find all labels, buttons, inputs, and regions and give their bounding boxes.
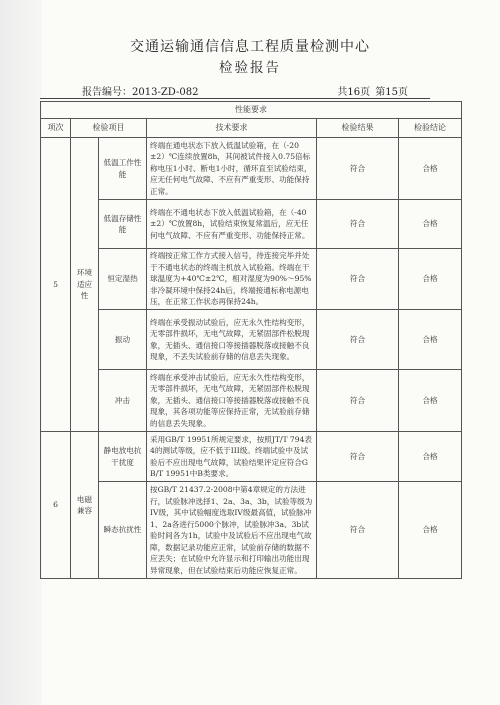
- item-conclusion: 合格: [399, 432, 462, 482]
- col-header-item: 检验项目: [71, 119, 147, 138]
- table-row: [41, 432, 462, 482]
- scan-edge-shadow: [0, 0, 42, 705]
- table-header-row: [41, 119, 462, 138]
- item-name: 瞬态抗扰性: [99, 482, 147, 579]
- item-conclusion: 合格: [399, 138, 462, 200]
- item-result: 符合: [317, 249, 399, 310]
- item-conclusion: 合格: [399, 310, 462, 370]
- item-name: 低温工作性能: [99, 138, 147, 200]
- item-requirement: 按GB/T 21437.2-2008中第4章规定的方法进行，试验脉冲选择1、2a、3a、3b，试验等级为IV级，其中试验幅度选取IV级最高值，试验脉冲1、2a各进行5000个脉冲，试验脉冲3a、3b试验时间各为1h，试验中及试验后不应出现电气故障，数据记录功能应正常，试验前存储的数据不应丢失；在试验中允许显示和打印输出功能出现异常现象，但在试验结束后功能应恢复正常。: [147, 482, 317, 579]
- col-header-index: 项次: [41, 119, 71, 138]
- table-row: [41, 370, 462, 432]
- organization-name: 交通运输通信信息工程质量检测中心: [130, 39, 370, 55]
- item-requirement: 终端在不通电状态下放入低温试验箱，在（-40±2）℃放置8h，试验结束恢复常温后，应无任何电气故障、不应有严重变形、功能保持正常。: [147, 200, 317, 249]
- group-index: 5: [41, 138, 71, 432]
- item-conclusion: 合格: [399, 482, 462, 579]
- group-category: 电磁兼容: [71, 432, 99, 579]
- item-result: 符合: [317, 482, 399, 579]
- report-number-label: 报告编号：: [82, 87, 132, 98]
- table-row: [41, 482, 462, 579]
- report-meta: [82, 83, 408, 98]
- table-row: [41, 200, 462, 249]
- header-rule: [40, 98, 430, 99]
- item-requirement: 终端在承受冲击试验后，应无永久性结构变形，无零部件损坏，无电气故障，无紧固部件松脱现象，无插头、通信接口等接插器脱落或接触不良现象，其各项功能等应保持正常，无试验前存储的信息丢失现象。: [147, 370, 317, 432]
- group-index: 6: [41, 432, 71, 579]
- item-name: 振动: [99, 310, 147, 370]
- item-requirement: 终端在承受振动试验后，应无永久性结构变形，无零部件损坏，无电气故障，无紧固部件松脱现象，无插头、通信接口等接插器脱落或接触不良现象，不丢失试验前存储的信息丢失现象。: [147, 310, 317, 370]
- item-name: 恒定湿热: [99, 249, 147, 310]
- item-requirement: 终端在通电状态下放入低温试验箱，在（-20±2）℃连续放置8h，其间被试件接入0.75倍标称电压1小时、断电1小时，循环直至试验结束，应无任何电气故障、不应有严重变形、功能保持正常。: [147, 138, 317, 200]
- document-title: 检验报告: [219, 60, 281, 76]
- page-number: 第15页: [375, 87, 408, 98]
- item-name: 静电放电抗干扰度: [99, 432, 147, 482]
- inspection-table: [40, 101, 462, 579]
- page-counter: [335, 83, 408, 98]
- table-caption-row: [41, 102, 462, 119]
- item-result: 符合: [317, 200, 399, 249]
- col-header-result: 检验结果: [317, 119, 399, 138]
- col-header-conclusion: 检验结论: [399, 119, 462, 138]
- item-result: 符合: [317, 432, 399, 482]
- table-caption: 性能要求: [41, 102, 462, 119]
- item-requirement: 终端按正常工作方式接入信号，待连接完毕并处于不通电状态的终端主机放入试验箱。终端在干球温度为+40℃±2℃，相对湿度为90%～95%非冷凝环境中保持24h后，终端接通标称电源电压，在正常工作状态再保持24h。: [147, 249, 317, 310]
- table-row: [41, 310, 462, 370]
- table-row: [41, 138, 462, 200]
- item-name: 冲击: [99, 370, 147, 432]
- item-result: 符合: [317, 138, 399, 200]
- item-name: 低温存储性能: [99, 200, 147, 249]
- table-row: [41, 249, 462, 310]
- item-result: 符合: [317, 310, 399, 370]
- total-pages: 共16页: [337, 87, 371, 98]
- report-number: [82, 83, 198, 98]
- item-conclusion: 合格: [399, 370, 462, 432]
- item-result: 符合: [317, 370, 399, 432]
- col-header-requirement: 技术要求: [147, 119, 317, 138]
- report-number-value: 2013-ZD-082: [132, 87, 199, 98]
- item-conclusion: 合格: [399, 200, 462, 249]
- item-requirement: 采用GB/T 19951所规定要求，按照JT/T 794表4的测试等级，应不低于III级。终端试验中及试验后不应出现电气故障，试验结果评定应符合GB/T 19951中B类要求。: [147, 432, 317, 482]
- group-category: 环境适应性: [71, 138, 99, 432]
- item-conclusion: 合格: [399, 249, 462, 310]
